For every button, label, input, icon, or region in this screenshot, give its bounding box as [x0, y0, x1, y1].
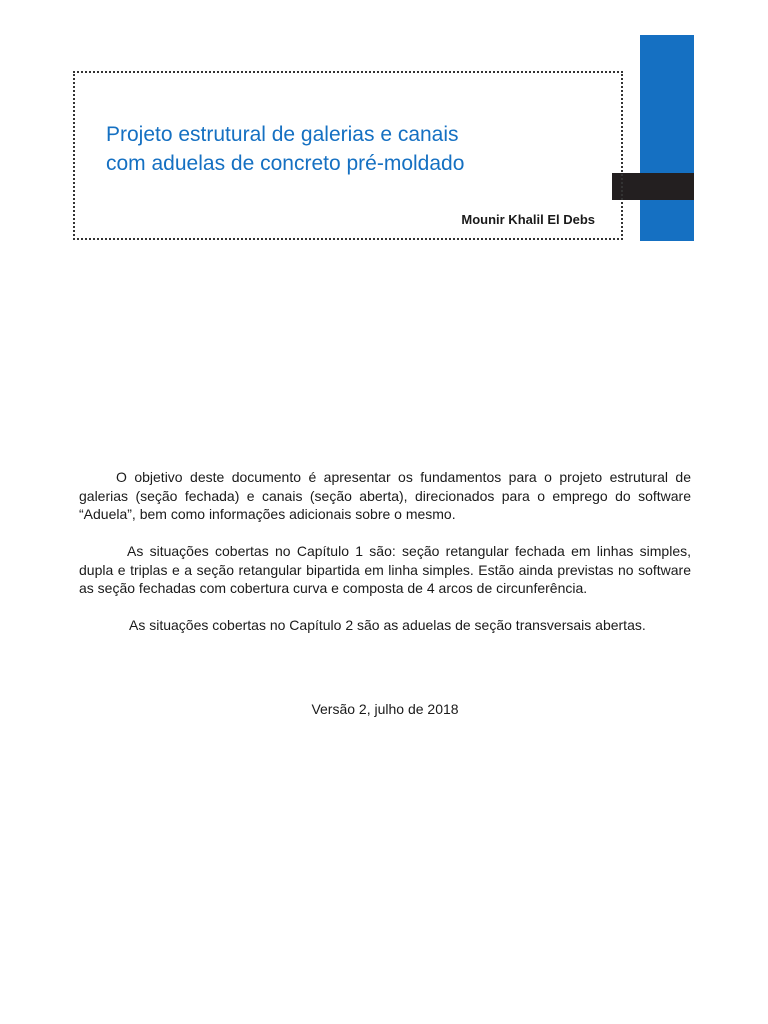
document-title [106, 120, 586, 178]
body-text [79, 468, 691, 653]
author-name: Mounir Khalil El Debs [461, 212, 595, 227]
blue-decorative-bar [640, 35, 694, 241]
black-decorative-bar [612, 173, 694, 200]
version-line: Versão 2, julho de 2018 [311, 701, 459, 717]
title-line-2: com aduelas de concreto pré-moldado [106, 152, 465, 175]
paragraph-objective: O objetivo deste documento é apresentar os fundamentos para o projeto estrutural de galerias (seção fechada) e canais (seção aberta), direcionados para o emprego do software “Aduela”, bem como informações adicionais sobre o mesmo. [79, 469, 691, 522]
paragraph-chapter-2: As situações cobertas no Capítulo 2 são as aduelas de seção transversais abertas. [129, 617, 646, 633]
paragraph-chapter-1: As situações cobertas no Capítulo 1 são: seção retangular fechada em linhas simples, dupla e triplas e a seção retangular bipartida em linha simples. Estão ainda previstas no software as seção fechadas com cobertura curva e composta de 4 arcos de circunferência. [79, 543, 691, 596]
title-line-1: Projeto estrutural de galerias e canais [106, 123, 459, 146]
